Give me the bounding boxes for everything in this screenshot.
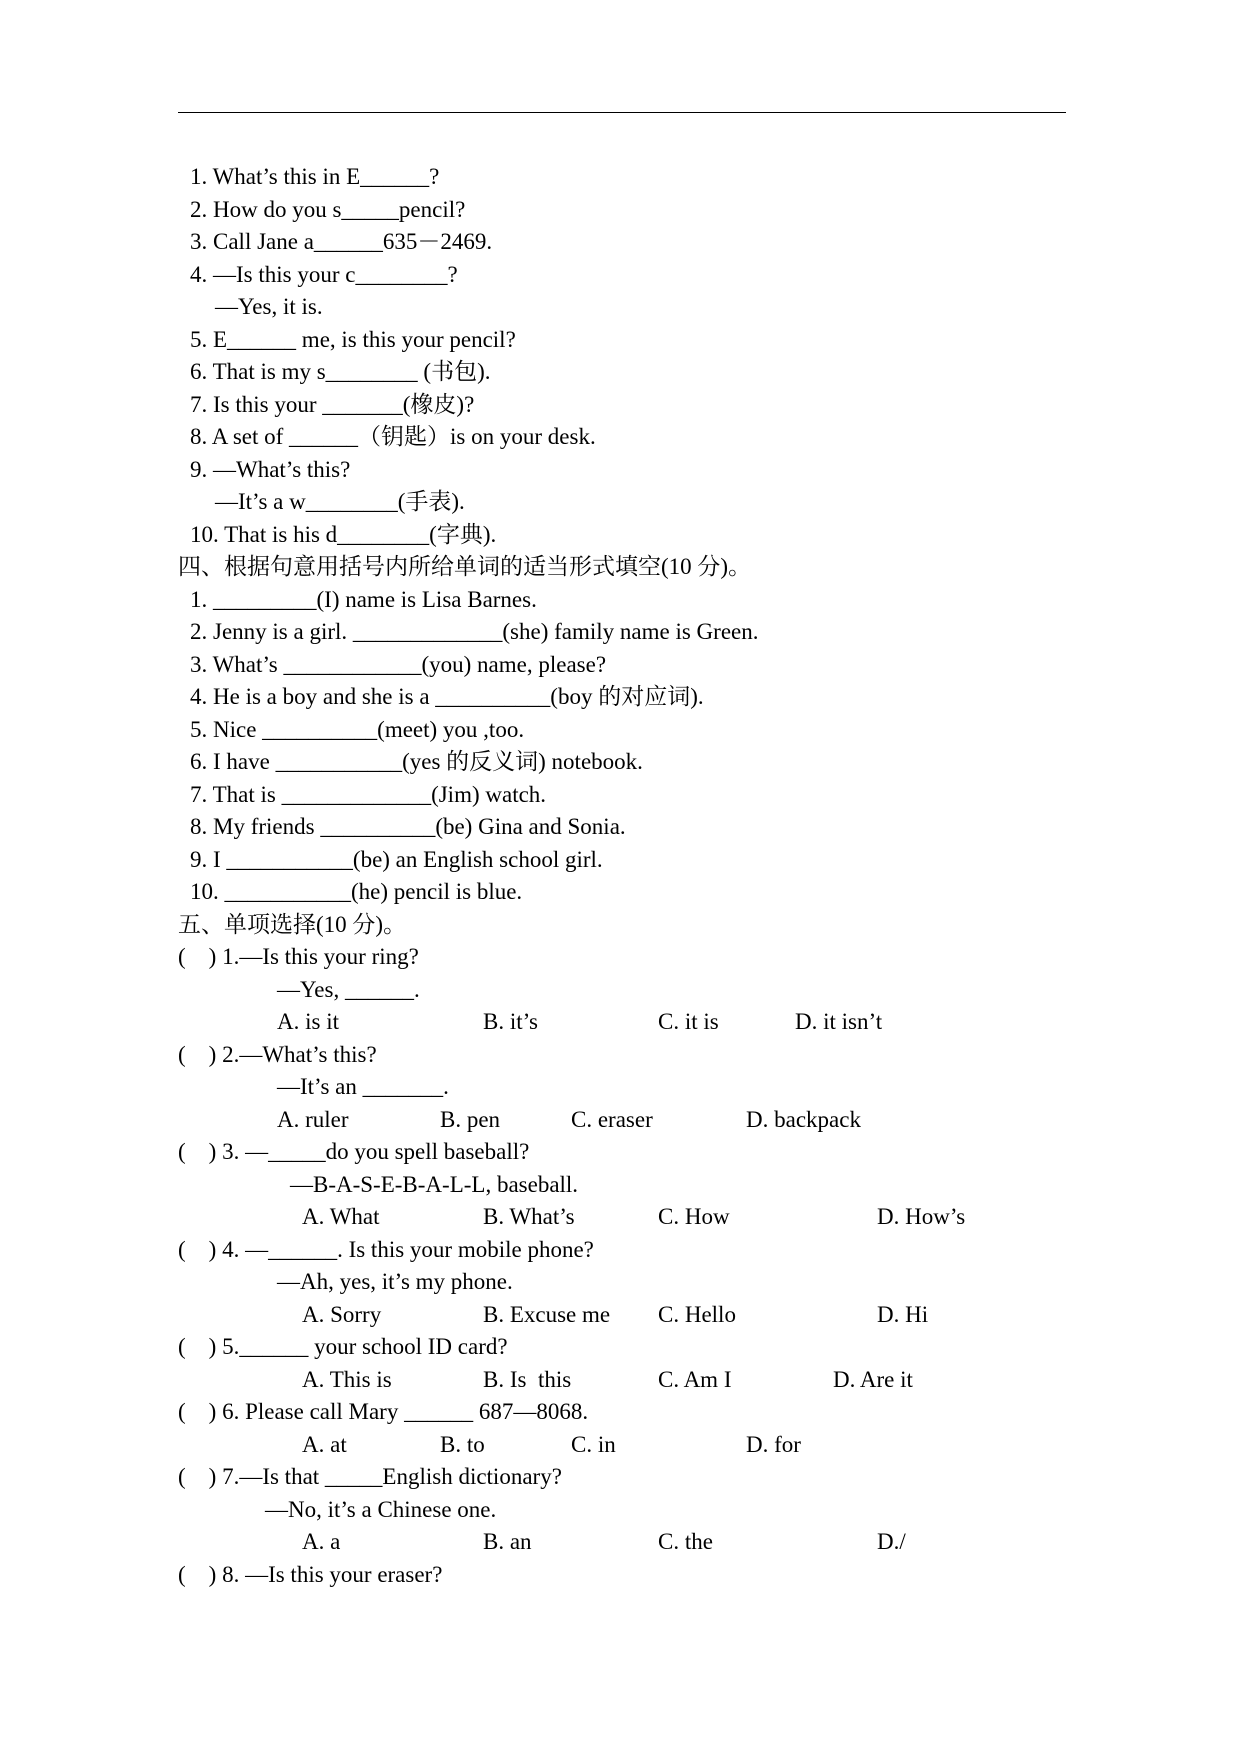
q4-option-b: B. Excuse me — [483, 1302, 611, 1327]
s3-item-6: 6. That is my s________ (书包). — [190, 359, 491, 384]
s3-item-2: 2. How do you s_____pencil? — [190, 197, 466, 222]
q3-option-c: C. How — [658, 1204, 730, 1229]
header-rule — [178, 112, 1066, 113]
q8-stem: ( ) 8. —Is this your eraser? — [178, 1562, 443, 1587]
s3-item-3: 3. Call Jane a______635－2469. — [190, 229, 493, 254]
s3-item-5: 5. E______ me, is this your pencil? — [190, 327, 516, 352]
s4-item-6: 6. I have ___________(yes 的反义词) notebook. — [190, 749, 643, 774]
s4-item-7: 7. That is _____________(Jim) watch. — [190, 782, 547, 807]
q5-stem: ( ) 5.______ your school ID card? — [178, 1334, 508, 1359]
q3-option-a: A. What — [302, 1204, 380, 1229]
q1-option-b: B. it’s — [483, 1009, 538, 1034]
q6-option-a: A. at — [302, 1432, 347, 1457]
q2-option-b: B. pen — [440, 1107, 501, 1132]
s3-item-4-reply: —Yes, it is. — [215, 294, 323, 319]
q4-option-d: D. Hi — [877, 1302, 929, 1327]
s3-item-4: 4. —Is this your c________? — [190, 262, 458, 287]
q2-option-a: A. ruler — [277, 1107, 349, 1132]
q7-option-b: B. an — [483, 1529, 532, 1554]
q3-option-b: B. What’s — [483, 1204, 575, 1229]
q7-option-d: D./ — [877, 1529, 906, 1554]
q4-option-a: A. Sorry — [302, 1302, 382, 1327]
q2-option-d: D. backpack — [746, 1107, 861, 1132]
q1-reply: —Yes, ______. — [277, 977, 420, 1002]
q3-stem: ( ) 3. —_____do you spell baseball? — [178, 1139, 530, 1164]
q7-option-c: C. the — [658, 1529, 713, 1554]
q4-reply: —Ah, yes, it’s my phone. — [277, 1269, 513, 1294]
s4-item-4: 4. He is a boy and she is a __________(boy 的对应词). — [190, 684, 704, 709]
q5-option-c: C. Am I — [658, 1367, 732, 1392]
s4-item-8: 8. My friends __________(be) Gina and Sonia. — [190, 814, 626, 839]
q7-reply: —No, it’s a Chinese one. — [265, 1497, 497, 1522]
q1-option-d: D. it isn’t — [795, 1009, 883, 1034]
section5-heading: 五、单项选择(10 分)。 — [178, 912, 407, 937]
q6-stem: ( ) 6. Please call Mary ______ 687—8068. — [178, 1399, 589, 1424]
q5-option-b: B. Is this — [483, 1367, 572, 1392]
q2-option-c: C. eraser — [571, 1107, 653, 1132]
q4-option-c: C. Hello — [658, 1302, 736, 1327]
s4-item-1: 1. _________(I) name is Lisa Barnes. — [190, 587, 537, 612]
q7-stem: ( ) 7.—Is that _____English dictionary? — [178, 1464, 562, 1489]
q3-option-d: D. How’s — [877, 1204, 966, 1229]
q6-option-b: B. to — [440, 1432, 485, 1457]
s4-item-5: 5. Nice __________(meet) you ,too. — [190, 717, 525, 742]
q1-option-c: C. it is — [658, 1009, 719, 1034]
s3-item-1: 1. What’s this in E______? — [190, 164, 440, 189]
q3-reply: —B-A-S-E-B-A-L-L, baseball. — [290, 1172, 579, 1197]
s4-item-9: 9. I ___________(be) an English school girl. — [190, 847, 603, 872]
q1-option-a: A. is it — [277, 1009, 339, 1034]
s3-item-9: 9. —What’s this? — [190, 457, 351, 482]
q6-option-d: D. for — [746, 1432, 801, 1457]
q2-reply: —It’s an _______. — [277, 1074, 449, 1099]
q6-option-c: C. in — [571, 1432, 616, 1457]
s3-item-9-reply: —It’s a w________(手表). — [215, 489, 465, 514]
q5-option-d: D. Are it — [833, 1367, 913, 1392]
q7-option-a: A. a — [302, 1529, 341, 1554]
s4-item-10: 10. ___________(he) pencil is blue. — [190, 879, 523, 904]
section4-heading: 四、根据句意用括号内所给单词的适当形式填空(10 分)。 — [178, 554, 752, 579]
s4-item-3: 3. What’s ____________(you) name, please? — [190, 652, 607, 677]
s4-item-2: 2. Jenny is a girl. _____________(she) family name is Green. — [190, 619, 759, 644]
s3-item-10: 10. That is his d________(字典). — [190, 522, 497, 547]
s3-item-8: 8. A set of ______（钥匙）is on your desk. — [190, 424, 596, 449]
q4-stem: ( ) 4. —______. Is this your mobile phone? — [178, 1237, 594, 1262]
q5-option-a: A. This is — [302, 1367, 392, 1392]
q1-stem: ( ) 1.—Is this your ring? — [178, 944, 419, 969]
q2-stem: ( ) 2.—What’s this? — [178, 1042, 377, 1067]
s3-item-7: 7. Is this your _______(橡皮)? — [190, 392, 475, 417]
